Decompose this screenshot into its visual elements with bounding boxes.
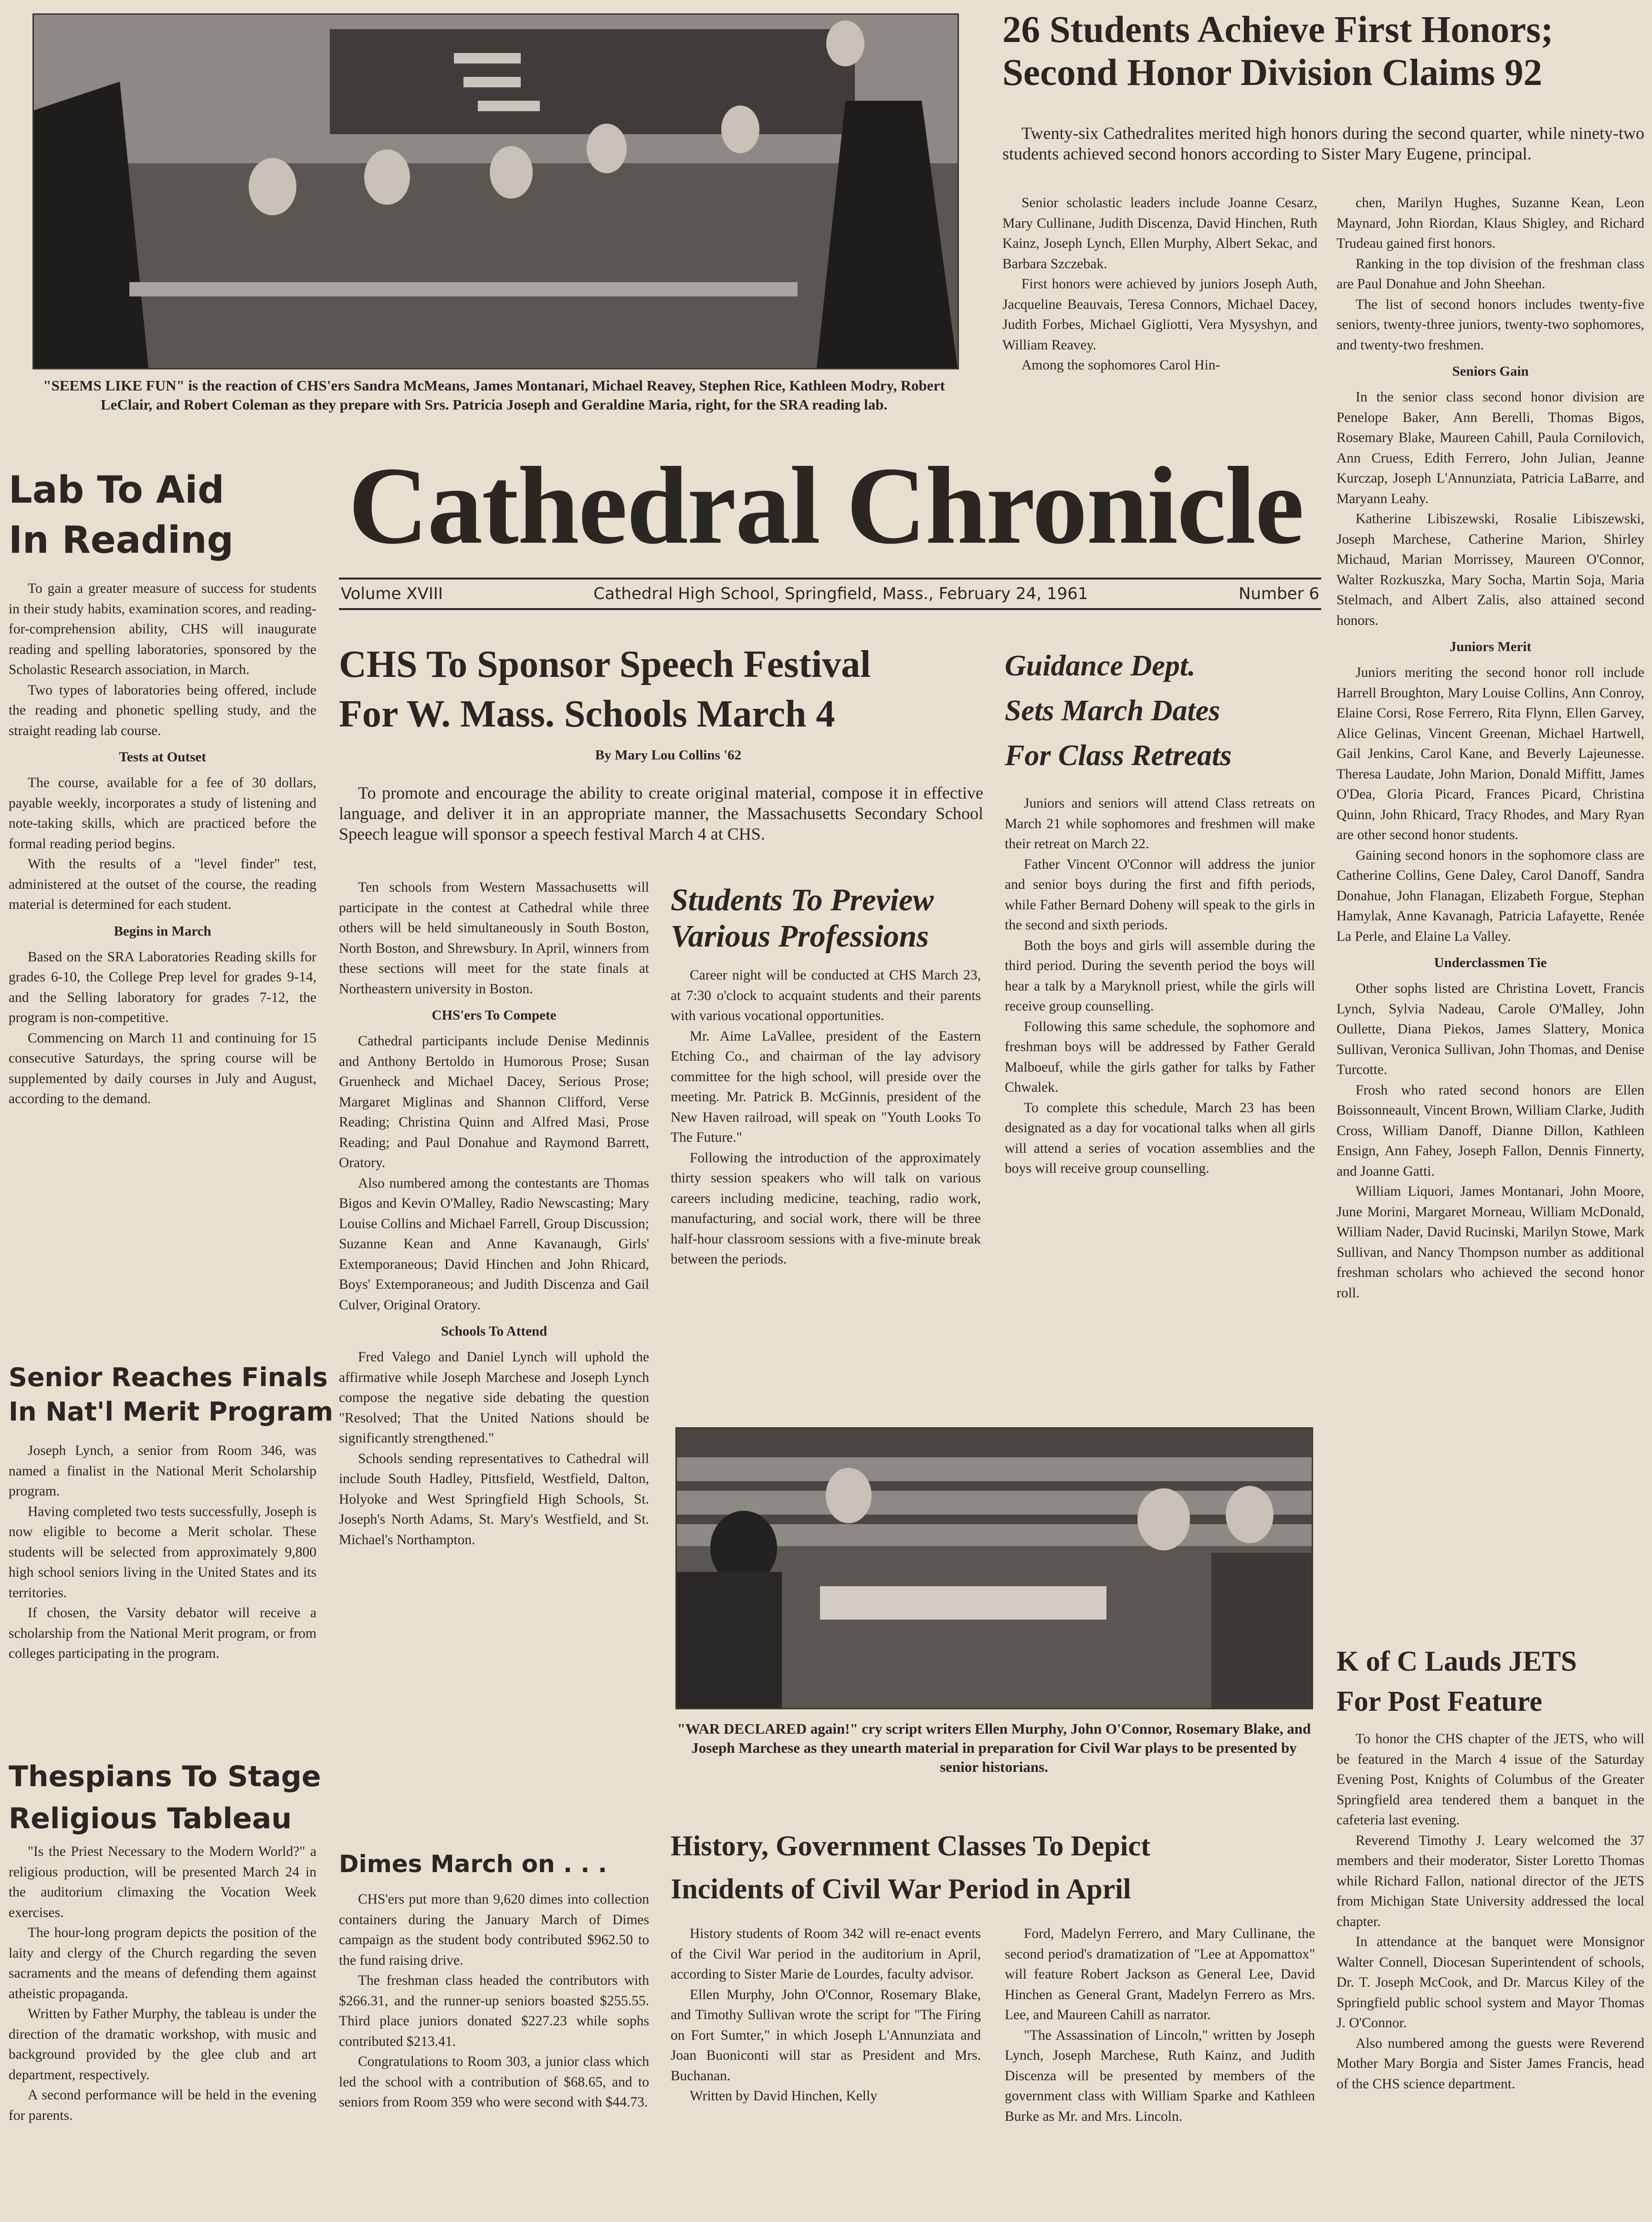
kofc-headline-1: K of C Lauds JETS	[1336, 1645, 1577, 1677]
merit-headline-2: In Nat'l Merit Program	[9, 1397, 334, 1427]
lab-subhead-begins: Begins in March	[114, 923, 211, 939]
careers-para: Following the introduction of the approximately thirty session speakers who will talk on various careers including medicine, teaching, radio work, manufacturing, and social work, there will be three half-hour classroom sessions with a five-minute break between the periods.	[671, 1150, 981, 1267]
thespians-headline-1: Thespians To Stage	[9, 1760, 321, 1793]
lab-subhead-tests: Tests at Outset	[119, 749, 206, 765]
kofc-para: To honor the CHS chapter of the JETS, who will be featured in the March 4 issue of the Saturday Evening Post, Knights of Columbus of the Greater Springfield area tendered them a banquet in the cafeteria last evening.	[1336, 1731, 1644, 1828]
speech-para: Ten schools from Western Massachusetts will participate in the contest at Cathedral while three others will be held simultaneously in South Boston, North Boston, and Shrewsbury. In April, winners from these sections will meet for the state finals at Northeastern university in Boston.	[339, 880, 649, 997]
thespians-para: Written by Father Murphy, the tableau is under the direction of the dramatic workshop, with music and background provided by the glee club and art department, respectively.	[9, 2006, 316, 2083]
careers-para: Career night will be conducted at CHS March 23, at 7:30 o'clock to acquaint students and their parents with various vocational opportunities.	[671, 968, 981, 1023]
careers-headline-2: Various Professions	[671, 919, 929, 954]
lab-para: Based on the SRA Laboratories Reading skills for grades 6-10, the College Prep level for grades 9-14, and the Selling laboratory for grades 7-12, the program is non-competitive.	[9, 949, 316, 1025]
honors-subhead-juniors: Juniors Merit	[1449, 639, 1532, 654]
honors-para: The list of second honors includes twenty-five seniors, twenty-three juniors, twenty-two sophomores, and twenty-two freshmen.	[1336, 296, 1644, 353]
thespians-para: The hour-long program depicts the position of the laity and clergy of the Church regarding the seven sacraments and the means of defending them against atheistic propaganda.	[9, 1925, 316, 2001]
merit-para: If chosen, the Varsity debator will receive a scholarship from the National Merit program, or from colleges participating in the program.	[9, 1605, 316, 1661]
honors-lead: Twenty-six Cathedralites merited high honors during the second quarter, while ninety-two students achieved second honors according to Sister Mary Eugene, principal.	[1002, 124, 1644, 163]
merit-body	[9, 1441, 316, 1664]
masthead-title: Cathedral Chronicle	[348, 444, 1304, 567]
dimes-headline: Dimes March on . . .	[339, 1850, 607, 1878]
honors-para: Senior scholastic leaders include Joanne Cesarz, Mary Cullinane, Judith Discenza, David Hinchen, Ruth Kainz, Joseph Lynch, Ellen Murphy, Albert Sekac, and Barbara Szczebak.	[1002, 195, 1317, 272]
guidance-para: Following this same schedule, the sophomore and freshman boys will be addressed by Father Gerald Malboeuf, while the girls gather for talks by Father Chwalek.	[1005, 1019, 1315, 1095]
thespians-headline-2: Religious Tableau	[9, 1802, 292, 1835]
lab-para: Two types of laboratories being offered, include the reading and phonetic spelling study, and the straight reading lab course.	[9, 682, 316, 738]
speech-subhead-attend: Schools To Attend	[441, 1324, 547, 1339]
dimes-para: Congratulations to Room 303, a junior class which led the school with a contribution of $68.65, and to seniors from Room 359 who were second with $44.73.	[339, 2054, 649, 2110]
history-para: Written by David Hinchen, Kelly	[690, 2088, 877, 2104]
guidance-para: Both the boys and girls will assemble during the third period. During the seventh period the boys will hear a talk by a Maryknoll priest, while the girls will receive group counselling.	[1005, 937, 1315, 1014]
honors-para: In the senior class second honor division are Penelope Baker, Ann Berelli, Thomas Bigos, Rosemary Blake, Maureen Cahill, Paula Cornilovich, Ann Cruess, Edith Ferrero, John Julian, Jeanne Kurczap, Joseph L'Annunziata, Patricia LaBarre, and Maryann Leahy.	[1336, 390, 1644, 506]
honors-subhead-underclassmen: Underclassmen Tie	[1434, 955, 1547, 970]
dimes-body	[339, 1889, 649, 2113]
honors-para: Ranking in the top division of the freshman class are Paul Donahue and John Sheehan.	[1336, 256, 1644, 292]
lab-para: To gain a greater measure of success for students in their study habits, examination scores, and reading-for-comprehension ability, CHS will inaugurate reading and spelling laboratories, sponsored by the Scholastic Research association, in March.	[9, 581, 316, 677]
honors-para: Frosh who rated second honors are Ellen Boissonneault, Vincent Brown, William Clarke, Judith Cross, William Danoff, Dianne Dillon, Kathleen Ensign, Ann Fahey, Joseph Fallon, Dennis Finnerty, and Joanne Gatti.	[1336, 1082, 1644, 1179]
lab-headline-2: In Reading	[9, 519, 234, 562]
history-para: History students of Room 342 will re-enact events of the Civil War period in the auditorium in April, according to Sister Marie de Lourdes, faculty advisor.	[671, 1926, 981, 1982]
speech-byline: By Mary Lou Collins '62	[595, 748, 742, 763]
dimes-para: The freshman class headed the contributors with $266.31, and the runner-up seniors boasted $255.55. Third place juniors donated $227.23 while sophs contributed $213.41.	[339, 1973, 649, 2049]
guidance-headline-2: Sets March Dates	[1005, 695, 1221, 727]
volume-label: Volume XVIII	[341, 584, 443, 603]
history-para: "The Assassination of Lincoln," written by Joseph Lynch, Joseph Marchese, Ruth Kainz, and Judith Discenza will be presented by members of the government class with William Sparke and Kathleen Burke as Mr. and Mrs. Lincoln.	[1005, 2027, 1315, 2124]
careers-para: Mr. Aime LaVallee, president of the Eastern Etching Co., and chairman of the lay advisory committee for the high school, will preside over the meeting. Mr. Patrick B. McGinnis, president of the New Haven railroad, will speak on "Youth Looks To The Future."	[671, 1028, 981, 1145]
thespians-para: A second performance will be held in the evening for parents.	[9, 2087, 316, 2123]
kofc-para: Also numbered among the guests were Reverend Mother Mary Borgia and Sister James Francis, head of the CHS science department.	[1336, 2035, 1644, 2092]
speech-headline-1: CHS To Sponsor Speech Festival	[339, 643, 871, 685]
kofc-headline-2: For Post Feature	[1336, 1685, 1542, 1717]
guidance-para: Juniors and seniors will attend Class retreats on March 21 while sophomores and freshmen will make their retreat on March 22.	[1005, 796, 1315, 852]
honors-para: Other sophs listed are Christina Lovett, Francis Lynch, Sylvia Nadeau, Carole O'Malley, John Oullette, Diana Piekos, James Slattery, Monica Sullivan, Veronica Sullivan, John Thomas, and Denise Turcotte.	[1336, 981, 1644, 1077]
honors-headline-2: Second Honor Division Claims 92	[1002, 52, 1543, 94]
lab-para: With the results of a "level finder" test, administered at the outset of the course, the reading material is determined for each student.	[9, 856, 316, 912]
merit-headline-1: Senior Reaches Finals	[9, 1362, 328, 1392]
guidance-body	[1005, 793, 1315, 1179]
speech-headline-2: For W. Mass. Schools March 4	[339, 693, 835, 735]
honors-para: William Liquori, James Montanari, John Moore, June Morini, Margaret Morneau, William McDonald, William Nader, David Rucinski, Marilyn Stowe, Mark Sullivan, and Nancy Thompson number as additional freshman scholars who achieved the second honor roll.	[1336, 1184, 1644, 1301]
honors-headline-1: 26 Students Achieve First Honors;	[1002, 9, 1554, 51]
school-date-line: Cathedral High School, Springfield, Mass., February 24, 1961	[593, 584, 1088, 603]
lab-para: Commencing on March 11 and continuing for 15 consecutive Saturdays, the spring course will be supplemented by daily courses in July and August, according to the demand.	[9, 1030, 316, 1106]
speech-para: Fred Valego and Daniel Lynch will uphold the affirmative while Joseph Marchese and Joseph Lynch compose the negative side debating the question "Resolved; That the United Nations should be significantly strengthened."	[339, 1349, 649, 1446]
guidance-headline-1: Guidance Dept.	[1005, 650, 1196, 682]
honors-para: First honors were achieved by juniors Joseph Auth, Jacqueline Beauvais, Teresa Connors, Michael Dacey, Judith Forbes, Michael Gigliotti, Vera Mysyshyn, and William Reavey.	[1002, 276, 1317, 353]
guidance-para: To complete this schedule, March 23 has been designated as a day for vocational talks when all girls will attend a series of vocation assemblies and the boys will receive group counselling.	[1005, 1100, 1315, 1176]
honors-subhead-seniors: Seniors Gain	[1452, 364, 1529, 379]
dimes-para: CHS'ers put more than 9,620 dimes into collection containers during the January March of Dimes campaign as the student body contributed $962.50 to the fund raising drive.	[339, 1892, 649, 1968]
thespians-para: "Is the Priest Necessary to the Modern World?" a religious production, will be presented March 24 in the auditorium climaxing the Vocation Week exercises.	[9, 1844, 316, 1920]
classroom-photo-art	[34, 15, 958, 368]
lab-headline-1: Lab To Aid	[9, 469, 224, 512]
guidance-para: Father Vincent O'Connor will address the junior and senior boys during the first and fifth periods, while Father Bernard Doheny will speak to the girls in the second and sixth periods.	[1005, 856, 1315, 933]
speech-para: Cathedral participants include Denise Medinnis and Anthony Bertoldo in Humorous Prose; Susan Gruenheck and Michael Dacey, Serious Prose; Margaret Miglinas and Shannon Clifford, Verse Reading; Christina Quinn and Alfred Masi, Prose Reading; and Paul Donahue and Raymond Barrett, Oratory.	[339, 1033, 649, 1170]
history-para: Ford, Madelyn Ferrero, and Mary Cullinane, the second period's dramatization of "Lee at Appomattox" will feature Robert Jackson as General Lee, David Hinchen as General Grant, Madelyn Ferrero as Mrs. Lee, and Maureen Cahill as narrator.	[1005, 1926, 1315, 2022]
honors-col-2	[1336, 193, 1644, 1303]
merit-para: Joseph Lynch, a senior from Room 346, was named a finalist in the National Merit Scholarship program.	[9, 1443, 316, 1499]
careers-headline-1: Students To Preview	[671, 883, 934, 917]
speech-para: Schools sending representatives to Cathedral will include South Hadley, Pittsfield, Westfield, Dalton, Holyoke and West Springfield High Schools, St. Joseph's North Adams, St. Mary's Westfield, and St. Michael's Northampton.	[339, 1451, 649, 1548]
classroom-photo	[32, 13, 959, 369]
masthead-info-bar	[339, 578, 1321, 610]
speech-body	[339, 877, 649, 1550]
honors-col-1	[1002, 193, 1317, 376]
history-headline-2: Incidents of Civil War Period in April	[671, 1873, 1131, 1905]
kofc-body	[1336, 1729, 1644, 2094]
kofc-para: Reverend Timothy J. Leary welcomed the 37 members and their moderator, Sister Loretto Thomas while Richard Fallon, national director of the JETS from Michigan State University addressed the local chapter.	[1336, 1832, 1644, 1929]
guidance-headline-3: For Class Retreats	[1005, 739, 1232, 772]
history-col-1	[671, 1924, 981, 2106]
honors-para: Katherine Libiszewski, Rosalie Libiszewski, Joseph Marchese, Catherine Marion, Shirley Michaud, Marian Morrissey, Maureen O'Connor, Walter Rozkuszka, Mary Socha, Martin Soja, Maria Stelmach, and Albert Zalis, also attained second honors.	[1336, 511, 1644, 628]
mid-photo-caption: "WAR DECLARED again!" cry script writers Ellen Murphy, John O'Connor, Rosemary Blake, and Joseph Marchese as they unearth material in preparation for Civil War plays to be presented by senior historians.	[677, 1720, 1311, 1775]
honors-para: Gaining second honors in the sophomore class are Catherine Collins, Gene Daley, Carol Danoff, Sandra Donahue, John Flanagan, Elizabeth Forgue, Stephan Hamylak, Anne Kavanagh, Patricia Lafayette, Renée La Perle, and Elaine La Valley.	[1336, 847, 1644, 944]
honors-para: Among the sophomores Carol Hin-	[1021, 358, 1221, 373]
library-photo-art	[677, 1429, 1312, 1708]
top-photo-caption: "SEEMS LIKE FUN" is the reaction of CHS'ers Sandra McMeans, James Montanari, Michael Reavey, Stephen Rice, Kathleen Modry, Robert LeClair, and Robert Coleman as they prepare with Srs. Patricia Joseph and Geraldine Maria, right, for the SRA reading lab.	[43, 377, 945, 413]
lab-para: The course, available for a fee of 30 dollars, payable weekly, incorporates a study of listening and note-taking skills, which are practiced before the formal reading period begins.	[9, 775, 316, 852]
thespians-body	[9, 1842, 316, 2126]
history-headline-1: History, Government Classes To Depict	[671, 1830, 1150, 1862]
honors-para: chen, Marilyn Hughes, Suzanne Kean, Leon Maynard, John Riordan, Klaus Shigley, and Richard Trudeau gained first honors.	[1336, 195, 1644, 251]
history-para: Ellen Murphy, John O'Connor, Rosemary Blake, and Timothy Sullivan wrote the script for "The Firing on Fort Sumter," in which Joseph L'Annunziata and Joan Buoniconti will star as President and Mrs. Buchanan.	[671, 1987, 981, 2084]
history-col-2	[1005, 1924, 1315, 2127]
careers-body	[671, 965, 981, 1270]
issue-number: Number 6	[1238, 584, 1319, 603]
library-photo	[675, 1427, 1313, 1709]
kofc-para: In attendance at the banquet were Monsignor Walter Connell, Diocesan Superintendent of schools, Dr. T. Joseph McCook, and Dr. Marcus Kiley of the Springfield public school system and Mayor Thomas J. O'Connor.	[1336, 1934, 1644, 2031]
speech-lead: To promote and encourage the ability to create original material, compose it in effective language, and deliver it in an appropriate manner, the Massachusetts Secondary School Speech league will sponsor a speech festival March 4 at CHS.	[339, 783, 983, 843]
speech-para: Also numbered among the contestants are Thomas Bigos and Kevin O'Malley, Radio Newscasting; Mary Louise Collins and Michael Farrell, Group Discussion; Suzanne Kean and Anne Kavanaugh, Girls' Extemporaneous; David Hinchen and John Rhicard, Boys' Extemporaneous; and Judith Discenza and Gail Culver, Original Oratory.	[339, 1175, 649, 1313]
lab-body	[9, 579, 316, 1109]
speech-subhead-compete: CHS'ers To Compete	[431, 1008, 557, 1023]
honors-para: Juniors meriting the second honor roll include Harrell Broughton, Mary Louise Collins, Ann Conroy, Elaine Corsi, Rose Ferrero, Rita Flynn, Ellen Garvey, Alice Gelinas, Vincent Greenan, Michael Hartwell, Gail Jenkins, Carol Kane, and Beverly Lajeunesse. Theresa Laudate, John Marion, Donald Miffitt, James O'Dea, Gloria Picard, Frances Picard, Christina Quinn, John Rhicard, Tracy Rhodes, and Mary Ryan are other second honor students.	[1336, 665, 1644, 842]
merit-para: Having completed two tests successfully, Joseph is now eligible to become a Merit scholar. These students will be selected from approximately 9,800 high school seniors living in the United States and its territories.	[9, 1504, 316, 1601]
